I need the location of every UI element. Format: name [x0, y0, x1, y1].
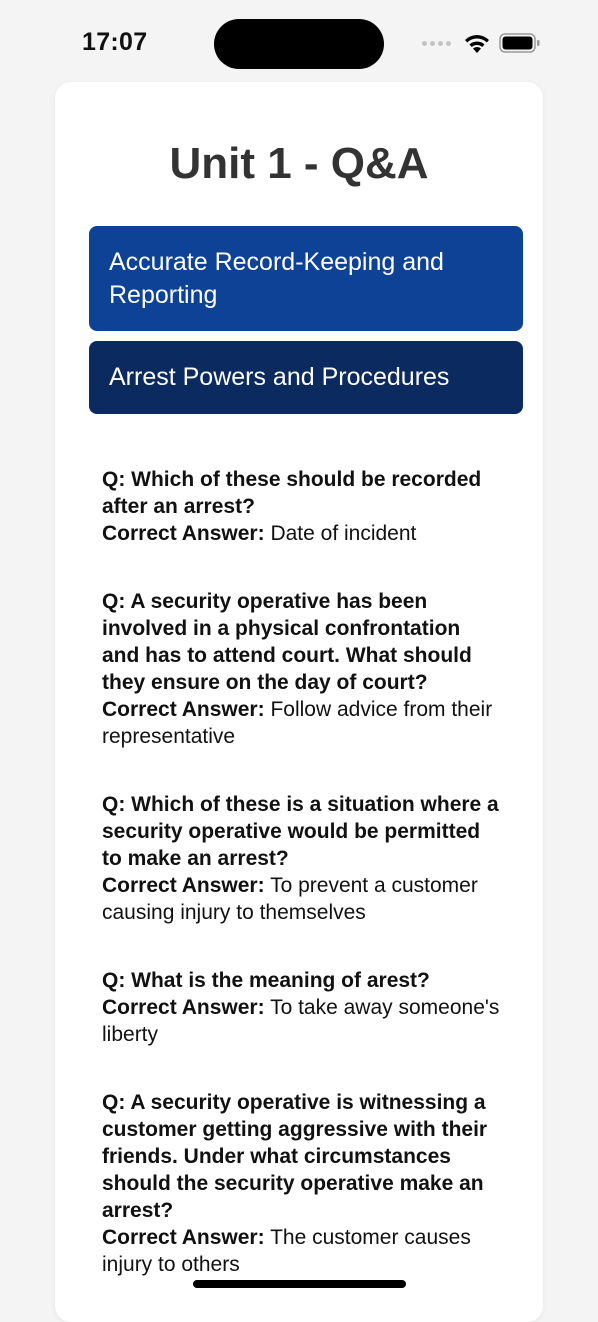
battery-icon: [499, 32, 541, 54]
qa-answer: To prevent a customer causing injury to themselves: [102, 874, 478, 924]
qa-question: Q: Which of these should be recorded after an arrest?: [102, 468, 482, 518]
qa-item: [102, 791, 502, 926]
topic-button-arrest-powers[interactable]: [89, 341, 523, 414]
qa-answer-label: Correct Answer:: [102, 698, 265, 721]
status-icons: [422, 32, 541, 54]
page-title: Unit 1 - Q&A: [169, 139, 429, 188]
qa-answer: Follow advice from their representative: [102, 698, 493, 748]
qa-item: [102, 1089, 502, 1278]
qa-question: Q: A security operative has been involved in a physical confrontation and has to attend court. What should they ensure on the day of court?: [102, 590, 472, 694]
topic-button-label: Arrest Powers and Procedures: [109, 363, 450, 391]
qa-question: Q: Which of these is a situation where a security operative would be permitted to make an arrest?: [102, 793, 499, 870]
qa-question: Q: What is the meaning of arest?: [102, 969, 430, 992]
status-bar: [0, 0, 598, 88]
qa-item: [102, 466, 502, 547]
home-indicator[interactable]: [193, 1280, 406, 1288]
qa-item: [102, 967, 502, 1048]
dynamic-island: [214, 19, 384, 69]
qa-answer: The customer causes injury to others: [102, 1226, 471, 1276]
status-time: 17:07: [82, 28, 148, 56]
qa-answer-label: Correct Answer:: [102, 874, 265, 897]
topic-button-label: Accurate Record-Keeping and Reporting: [109, 247, 444, 309]
qa-answer: To take away someone's liberty: [102, 996, 500, 1046]
qa-list: [102, 466, 502, 1319]
topic-button-record-keeping[interactable]: [89, 226, 523, 331]
qa-question: Q: A security operative is witnessing a customer getting aggressive with their friends. Under what circumstances should the security operative make an arrest?: [102, 1091, 488, 1222]
qa-answer: Date of incident: [270, 522, 417, 545]
wifi-icon: [463, 32, 491, 54]
content-card: [55, 82, 543, 1322]
qa-item: [102, 588, 502, 750]
qa-answer-label: Correct Answer:: [102, 522, 265, 545]
qa-answer-label: Correct Answer:: [102, 1226, 265, 1249]
signal-icon: [422, 41, 451, 46]
qa-answer-label: Correct Answer:: [102, 996, 265, 1019]
